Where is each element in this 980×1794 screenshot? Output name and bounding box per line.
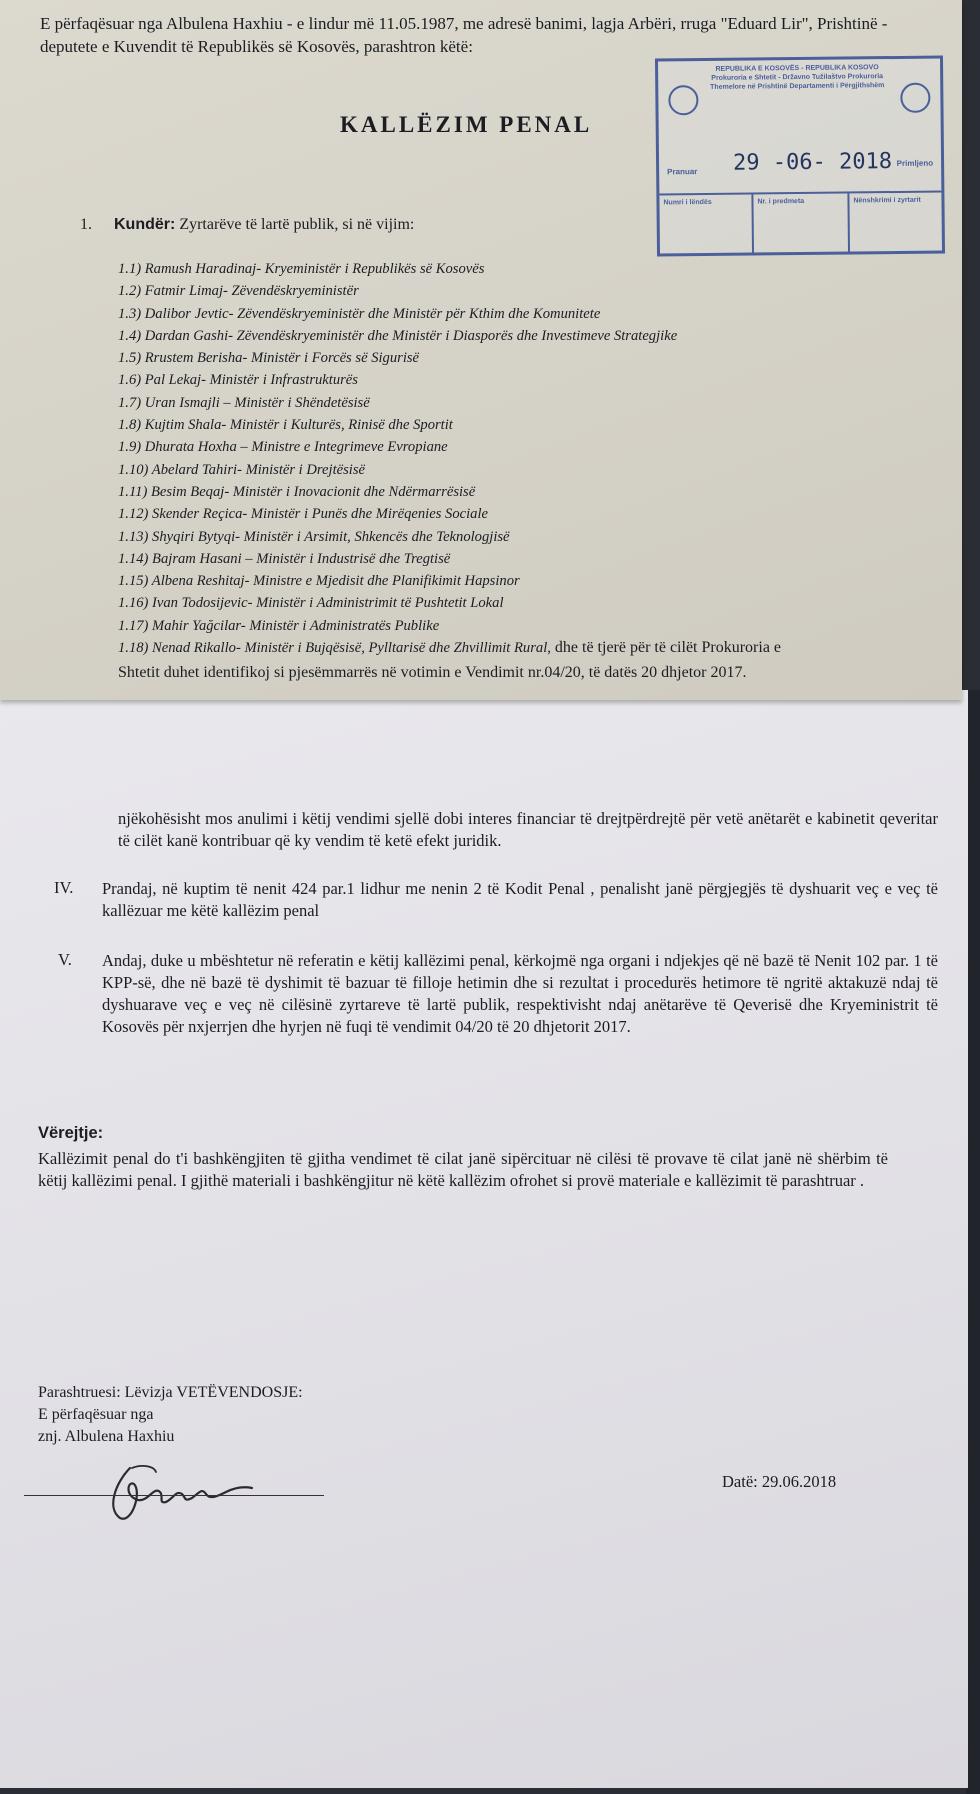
section-v-text: Andaj, duke u mbështetur në referatin e këtij kallëzimi penal, kërkojmë nga organi i ndjekjes që në bazë të Nenit 102 par. 1 të KPP-së, dhe në bazë të dyshimit të bazuar të filloje hetimin dhe si rezultat i procedurës hetimore të ngritë aktakuzë ndaj të dyshuarave veç e veç në cilësinë zyrtareve të lartë publik, respektivisht ndaj anëtarëve të Qeverisë dhe Kryeministrit të Kosovës për nxjerrjen dhe hyrjen në fuqi të vendimit 04/20 të 20 dhjetorit 2017. bbox=[102, 951, 938, 1036]
list-item bbox=[118, 637, 938, 659]
stamp-header: REPUBLIKA E KOSOVËS - REPUBLIKA KOSOVO Prokuroria e Shtetit - Državno Tužilaštvo Prokuroria Themelore në Prishtinë Departamenti i Përgjithshëm bbox=[710, 64, 885, 91]
stamp-emblem-icon bbox=[900, 83, 930, 113]
signature-line bbox=[24, 1495, 324, 1496]
minister-entry: 1.18) Nenad Rikallo- Ministër i Bujqësisë, Pylltarisë dhe Zhvillimit Rural, bbox=[118, 640, 551, 657]
stamp-grid bbox=[659, 191, 942, 256]
list-item: 1.9) Dhurata Hoxha – Ministre e Integrimeve Evropiane bbox=[118, 439, 448, 456]
list-item: 1.16) Ivan Todosijevic- Ministër i Administrimit të Pushtetit Lokal bbox=[118, 595, 504, 612]
paragraph-continued: njëkohësisht mos anulimi i këtij vendimi sjellë dobi interes financiar të drejtpërdrejtë për vetë anëtarët e kabinetit qeveritar të cilët kanë kontribuar që ky vendim të ketë efekt juridik. bbox=[118, 809, 938, 850]
list-item: 1.15) Albena Reshitaj- Ministre e Mjedisit dhe Planifikimit Hapsinor bbox=[118, 573, 520, 590]
list-item: 1.12) Skender Reçica- Ministër i Punës dhe Mirëqenies Sociale bbox=[118, 506, 488, 523]
submitter-line: E përfaqësuar nga bbox=[38, 1406, 154, 1423]
remark-title: Vërejtje: bbox=[38, 1124, 104, 1142]
list-item: 1.6) Pal Lekaj- Ministër i Infrastrukturës bbox=[118, 372, 358, 389]
against-text: Zyrtarëve të lartë publik, si në vijim: bbox=[179, 216, 415, 233]
reception-stamp bbox=[655, 55, 945, 256]
continuation-text: Shtetit duhet identifikoj si pjesëmmarrës në votimin e Vendimit nr.04/20, të datës 20 dhjetor 2017. bbox=[118, 664, 747, 681]
stamp-emblem-icon bbox=[668, 85, 698, 115]
ministers-list bbox=[118, 258, 938, 659]
background-edge bbox=[966, 690, 980, 1794]
section-numeral-iv: IV. bbox=[54, 878, 74, 897]
stamp-date: 29 -06- 2018 bbox=[732, 149, 893, 176]
document-date: Datë: 29.06.2018 bbox=[722, 1472, 837, 1491]
stamp-cell: Numri i lëndës bbox=[659, 194, 754, 255]
list-item: 1.8) Kujtim Shala- Ministër i Kulturës, Rinisë dhe Sportit bbox=[118, 417, 453, 434]
section-iv-text: Prandaj, në kuptim të nenit 424 par.1 lidhur me nenin 2 të Kodit Penal , penalisht janë përgjegjës të dyshuarit veç e veç të kallëzuar me këtë kallëzim penal bbox=[102, 879, 938, 920]
handwritten-signature bbox=[102, 1462, 272, 1526]
submitter-line: Parashtruesi: Lëvizja VETËVENDOSJE: bbox=[38, 1384, 303, 1401]
section-number: 1. bbox=[80, 216, 92, 233]
section-numeral-v: V. bbox=[58, 950, 72, 969]
stamp-date-label: Pranuar bbox=[667, 167, 698, 177]
intro-paragraph: E përfaqësuar nga Albulena Haxhiu - e lindur më 11.05.1987, me adresë banimi, lagja Arbëri, rruga "Eduard Lir", Prishtinë - deputete e Kuvendit të Republikës së Kosovës, parashtron këtë: bbox=[40, 14, 888, 56]
list-item: 1.7) Uran Ismajli – Ministër i Shëndetësisë bbox=[118, 394, 370, 411]
document-page-2 bbox=[0, 690, 968, 1788]
list-item: 1.11) Besim Beqaj- Ministër i Inovacionit dhe Ndërmarrësisë bbox=[118, 483, 476, 500]
submitter-block bbox=[38, 1382, 303, 1448]
list-item: 1.14) Bajram Hasani – Ministër i Industrisë dhe Tregtisë bbox=[118, 550, 451, 567]
list-item: 1.5) Rrustem Berisha- Ministër i Forcës së Sigurisë bbox=[118, 350, 420, 367]
against-heading bbox=[80, 216, 414, 234]
list-item: 1.10) Abelard Tahiri- Ministër i Drejtësisë bbox=[118, 461, 366, 478]
list-item: 1.13) Shyqiri Bytyqi- Ministër i Arsimit, Shkencës dhe Teknologjisë bbox=[118, 528, 510, 545]
document-title: KALLËZIM PENAL bbox=[340, 112, 593, 137]
list-item: 1.2) Fatmir Limaj- Zëvendëskryeministër bbox=[118, 283, 359, 300]
stamp-cell: Nr. i predmeta bbox=[753, 193, 850, 254]
submitter-line: znj. Albulena Haxhiu bbox=[38, 1428, 175, 1445]
stamp-received-label: Primljeno bbox=[896, 158, 934, 168]
list-item: 1.17) Mahir Yağcilar- Ministër i Administratës Publike bbox=[118, 617, 440, 634]
list-item: 1.3) Dalibor Jevtic- Zëvendëskryeministër dhe Ministër për Kthim dhe Komunitete bbox=[118, 305, 601, 322]
remark-text: Kallëzimit penal do t'i bashkëngjiten të gjitha vendimet të cilat janë sipërcituar në cilësi të provave të cilat janë në shërbim të këtij kallëzimi penal. I gjithë materiali i bashkëngjitur në këtë kallëzim ofrohet si provë materiale e kallëzimit të parashtruar . bbox=[38, 1149, 888, 1190]
list-item: 1.1) Ramush Haradinaj- Kryeministër i Republikës së Kosovës bbox=[118, 261, 485, 277]
document-page-1 bbox=[0, 0, 962, 700]
against-label: Kundër: bbox=[114, 216, 176, 233]
minister-tail: dhe të tjerë për të cilët Prokuroria e bbox=[550, 639, 782, 657]
list-item: 1.4) Dardan Gashi- Zëvendëskryeministër dhe Ministër i Diasporës dhe Investimeve Strategjike bbox=[118, 327, 678, 344]
stamp-cell: Nënshkrimi i zyrtarit bbox=[853, 196, 921, 205]
